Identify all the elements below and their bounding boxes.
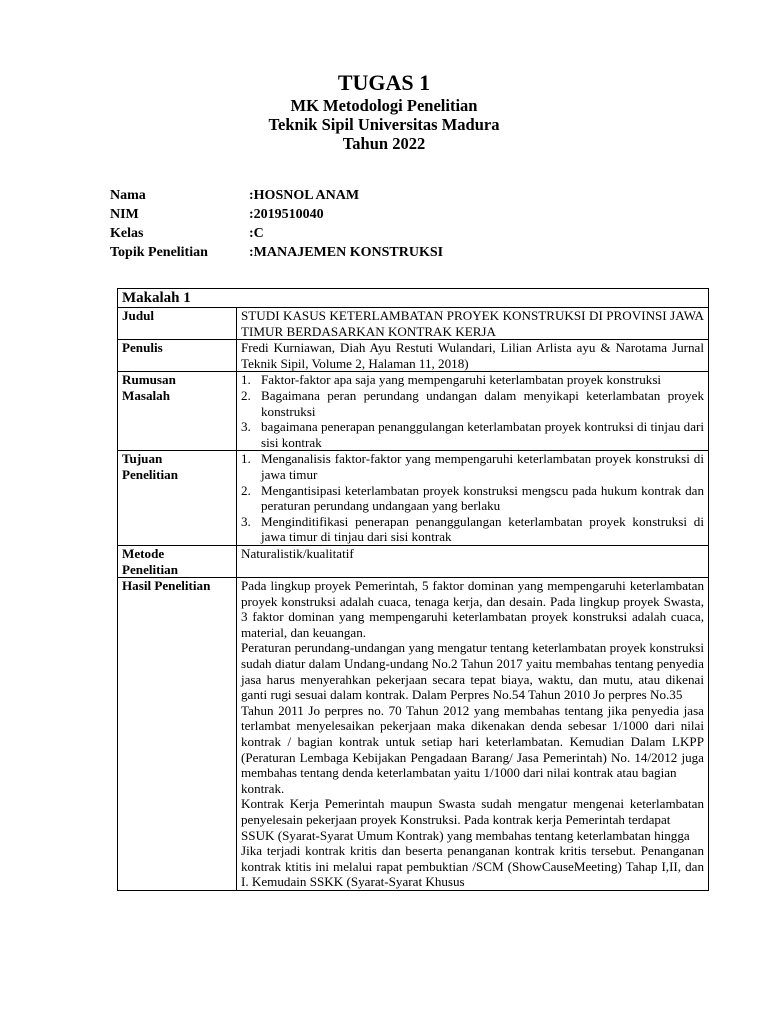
info-label: Nama bbox=[110, 188, 146, 203]
info-row-nim bbox=[110, 205, 443, 224]
value-penulis: Fredi Kurniawan, Diah Ayu Restuti Wulandari, Lilian Arlista ayu & Narotama Jurnal Teknik Sipil, Volume 2, Halaman 11, 2018) bbox=[237, 340, 709, 372]
value-metode: Naturalistik/kualitatif bbox=[237, 545, 709, 577]
hasil-paragraph: Kontrak Kerja Pemerintah maupun Swasta sudah mengatur mengenai keterlambatan penyelesain pekerjaan proyek Konstruksi. Pada kontrak kerja Pemerintah terdapat bbox=[241, 796, 704, 827]
list-number: 3. bbox=[241, 419, 251, 435]
hasil-paragraph: Tahun 2011 Jo perpres no. 70 Tahun 2012 yang membahas tentang jika penyedia jasa terlambat menyelesaikan pekerjaan maka dikenakan denda sebesar 1/1000 dari nilai kontrak / bagian kontrak untuk setiap hari keterlambatan. Kemudian Dalam LKPP (Peraturan Lembaga Kebijakan Pengadaan Barang/ Jasa Pemerintah) No. 14/2012 juga membahas tentang denda keterlambatan yaitu 1/1000 dari nilai kontrak atau bagian bbox=[241, 702, 704, 781]
list-item bbox=[241, 514, 704, 545]
hasil-paragraph: kontrak. bbox=[241, 780, 285, 796]
rumusan-list bbox=[241, 372, 704, 450]
tujuan-list bbox=[241, 451, 704, 545]
list-number: 3. bbox=[241, 513, 251, 529]
label-metode bbox=[118, 545, 237, 577]
row-judul bbox=[118, 308, 709, 340]
value-rumusan bbox=[237, 372, 709, 451]
label-line: Penelitian bbox=[122, 466, 179, 482]
list-text: Menganalisis faktor-faktor yang mempengaruhi keterlambatan proyek konstruksi di jawa timur bbox=[261, 451, 704, 482]
info-row-nama bbox=[110, 186, 443, 205]
value-hasil bbox=[237, 578, 709, 891]
info-label: Kelas bbox=[110, 226, 144, 241]
year-label: Tahun 2022 bbox=[342, 134, 426, 153]
row-tujuan bbox=[118, 451, 709, 546]
department-name: Teknik Sipil Universitas Madura bbox=[268, 115, 500, 134]
label-line: Penelitian bbox=[122, 561, 179, 577]
hasil-paragraph: SSUK (Syarat-Syarat Umum Kontrak) yang membahas tentang keterlambatan hingga bbox=[241, 827, 690, 843]
info-value: :HOSNOL ANAM bbox=[249, 188, 360, 203]
paper-review-table bbox=[117, 288, 709, 891]
label-penulis: Penulis bbox=[118, 340, 237, 372]
list-item bbox=[241, 372, 704, 388]
label-line: Tujuan bbox=[122, 451, 163, 467]
info-label: NIM bbox=[110, 207, 139, 222]
hasil-paragraph: Pada lingkup proyek Pemerintah, 5 faktor dominan yang mempengaruhi keterlambatan proyek konstruksi adalah cuaca, tenaga kerja, dan desain. Pada lingkup proyek Swasta, 3 faktor dominan yang mempengaruhi keterlambatan proyek konstruksi adalah cuaca, material, dan keuangan. bbox=[241, 578, 704, 640]
info-value: :2019510040 bbox=[249, 207, 324, 222]
info-label: Topik Penelitian bbox=[110, 245, 208, 260]
list-text: Bagaimana peran perundang undangan dalam menyikapi keterlambatan proyek konstruksi bbox=[261, 387, 704, 419]
info-row-topik bbox=[110, 243, 443, 262]
row-rumusan bbox=[118, 372, 709, 451]
info-row-kelas bbox=[110, 224, 443, 243]
label-line: Masalah bbox=[122, 387, 171, 403]
hasil-paragraph: Peraturan perundang-undangan yang mengatur tentang keterlambatan proyek konstruksi sudah diatur dalam Undang-undang No.2 Tahun 2017 yaitu membahas tentang penyedia jasa harus menyerahkan pekerjaan secara tepat biaya, waktu, dan mutu, atau dikenai ganti rugi sesuai dalam kontrak. Dalam Perpres No.54 Tahun 2010 Jo perpres No.35 bbox=[241, 640, 704, 703]
info-value: :MANAJEMEN KONSTRUKSI bbox=[249, 245, 444, 260]
value-tujuan bbox=[237, 451, 709, 546]
table-heading-row bbox=[118, 289, 709, 308]
list-item bbox=[241, 483, 704, 514]
student-info bbox=[110, 186, 443, 262]
row-penulis bbox=[118, 340, 709, 372]
list-item bbox=[241, 451, 704, 482]
list-item bbox=[241, 388, 704, 419]
label-rumusan bbox=[118, 372, 237, 451]
list-number: 1. bbox=[241, 372, 251, 388]
label-hasil: Hasil Penelitian bbox=[118, 578, 237, 891]
hasil-paragraph: Jika terjadi kontrak kritis dan beserta penanganan kontrak kritis tersebut. Penanganan kontrak ktitis ini melalui rapat pembuktian /SCM (ShowCauseMeeting) Tahap I,II, dan I. Kemudain SSKK (Syarat-Syarat Khusus bbox=[241, 843, 704, 890]
document-title: TUGAS 1 bbox=[337, 70, 431, 95]
list-number: 2. bbox=[241, 387, 251, 403]
label-judul: Judul bbox=[118, 308, 237, 340]
row-metode bbox=[118, 545, 709, 577]
value-judul: STUDI KASUS KETERLAMBATAN PROYEK KONSTRUKSI DI PROVINSI JAWA TIMUR BERDASARKAN KONTRAK KERJA bbox=[237, 308, 709, 340]
label-line: Metode bbox=[122, 545, 165, 561]
list-item bbox=[241, 419, 704, 450]
label-tujuan bbox=[118, 451, 237, 546]
row-hasil bbox=[118, 578, 709, 891]
list-text: Menginditifikasi penerapan penanggulangan keterlambatan proyek konstruksi di jawa timur di tinjau dari sisi kontrak bbox=[261, 513, 704, 545]
list-number: 1. bbox=[241, 451, 251, 467]
label-line: Rumusan bbox=[122, 372, 176, 388]
list-text: Mengantisipasi keterlambatan proyek konstruksi mengscu pada hukum kontrak dan peraturan perundang undangaan yang berlaku bbox=[261, 482, 704, 514]
list-text: bagaimana penerapan penanggulangan keterlambatan proyek kontruksi di tinjau dari sisi kontrak bbox=[261, 419, 704, 450]
list-text: Faktor-faktor apa saja yang mempengaruhi keterlambatan proyek konstruksi bbox=[261, 372, 662, 388]
course-name: MK Metodologi Penelitian bbox=[290, 96, 478, 115]
table-heading: Makalah 1 bbox=[118, 289, 709, 308]
list-number: 2. bbox=[241, 482, 251, 498]
info-value: :C bbox=[249, 226, 264, 241]
